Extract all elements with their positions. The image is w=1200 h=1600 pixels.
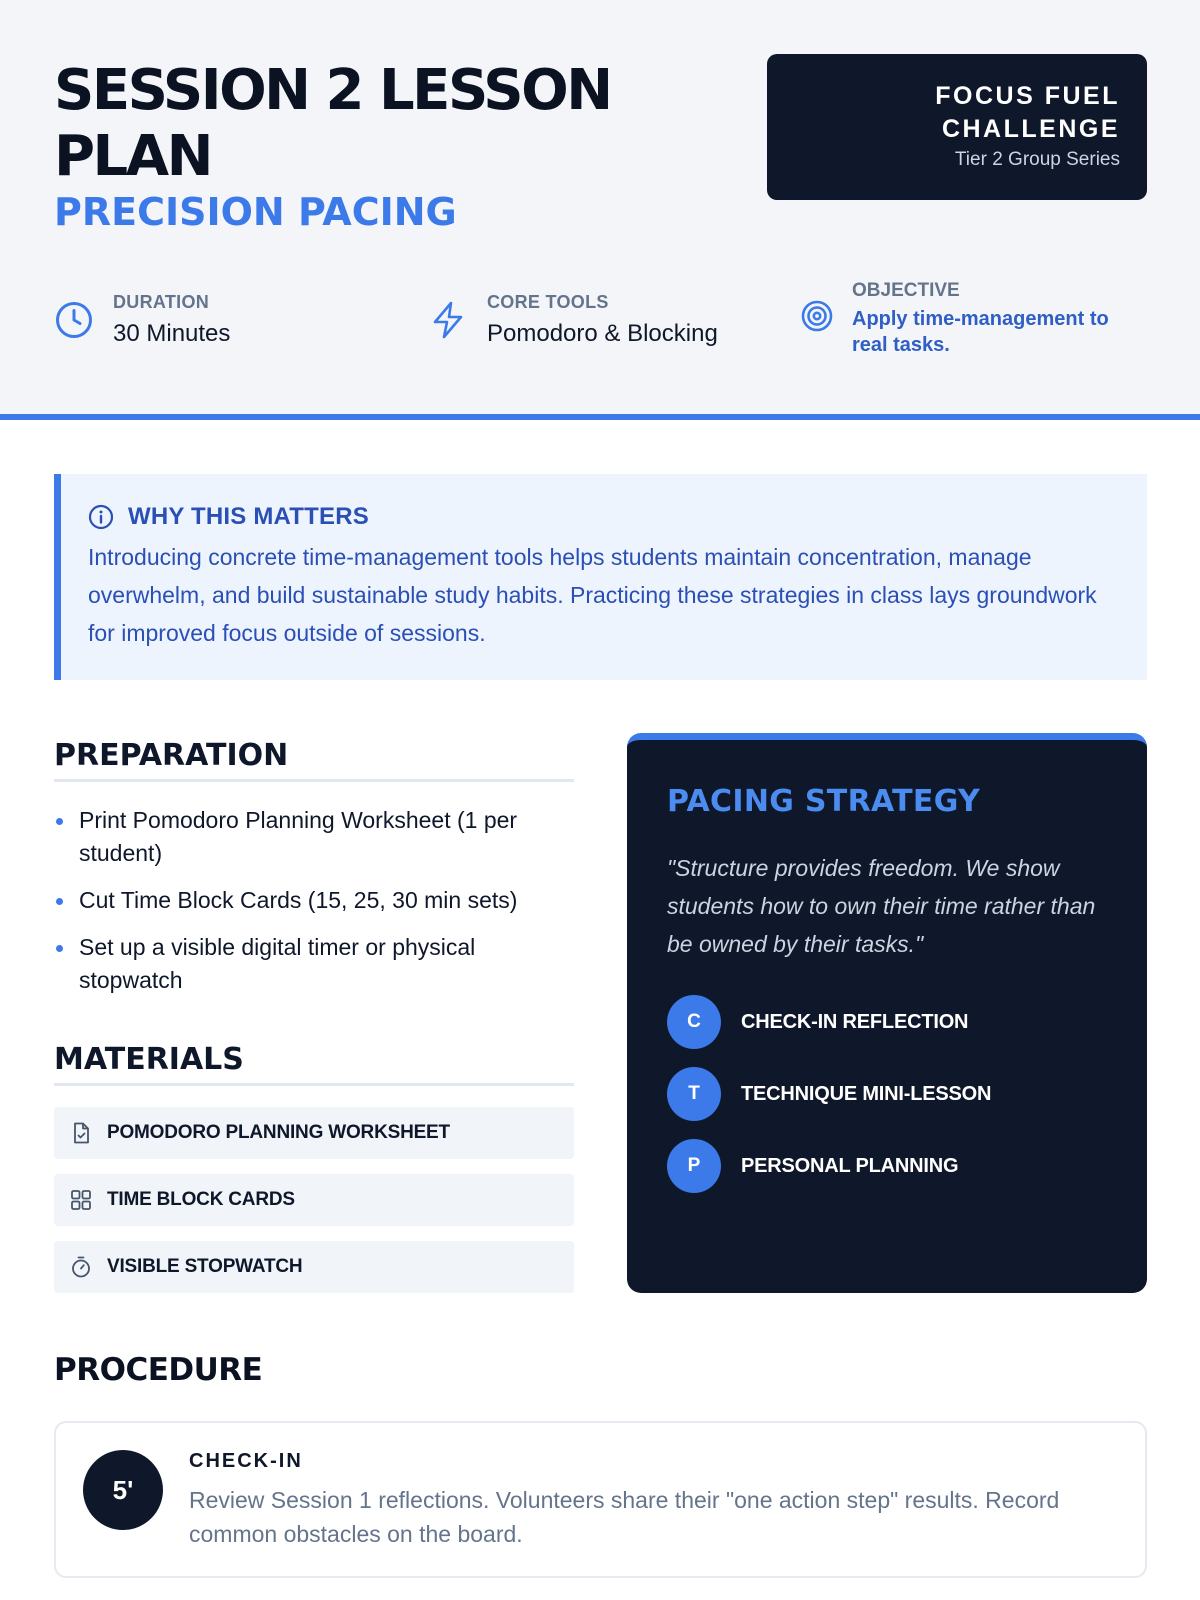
duration-value: 30 Minutes (113, 320, 231, 347)
preparation-list (54, 804, 574, 1011)
stopwatch-icon (69, 1255, 93, 1279)
materials-heading: MATERIALS (54, 1042, 574, 1086)
pacing-strategy-card (627, 733, 1147, 1293)
grid-icon (69, 1188, 93, 1212)
strategy-steps (667, 995, 1107, 1193)
duration-label: DURATION (113, 292, 210, 312)
step-badge: T (667, 1067, 721, 1121)
procedure-time-badge: 5' (83, 1450, 163, 1530)
lightning-icon (428, 300, 468, 340)
strategy-quote: "Structure provides freedom. We show students how to own their time rather than be owned by their tasks." (667, 855, 1096, 957)
target-icon (800, 299, 834, 333)
document-check-icon (69, 1121, 93, 1145)
page-subtitle: PRECISION PACING (54, 190, 457, 234)
material-item (54, 1241, 574, 1293)
page-title: SESSION 2 LESSON PLAN (54, 58, 611, 189)
material-label: POMODORO PLANNING WORKSHEET (107, 1122, 450, 1143)
why-body: Introducing concrete time-management tools helps students maintain concentration, manage overwhelm, and build sustainable study habits. Practicing these strategies in class lays groundwork for improved focus outside of sessions. (88, 544, 1097, 646)
program-title: FOCUS FUEL CHALLENGE (935, 82, 1120, 143)
why-header (88, 502, 1117, 532)
list-item: Set up a visible digital timer or physical stopwatch (54, 931, 574, 997)
step-label: PERSONAL PLANNING (741, 1154, 959, 1177)
clock-icon (54, 300, 94, 340)
program-badge (767, 54, 1147, 200)
step-badge: P (667, 1139, 721, 1193)
list-item: Print Pomodoro Planning Worksheet (1 per student) (54, 804, 574, 870)
strategy-step (667, 1067, 1107, 1121)
material-item (54, 1174, 574, 1226)
procedure-step-text: Review Session 1 reflections. Volunteers share their "one action step" results. Record common obstacles on the board. (189, 1487, 1060, 1547)
core-tools-value: Pomodoro & Blocking (487, 320, 718, 347)
step-label: TECHNIQUE MINI-LESSON (741, 1082, 992, 1105)
strategy-step (667, 1139, 1107, 1193)
procedure-heading: PROCEDURE (54, 1352, 263, 1388)
step-label: CHECK-IN REFLECTION (741, 1010, 969, 1033)
strategy-step (667, 995, 1107, 1049)
info-icon (88, 504, 114, 530)
meta-objective (800, 280, 1150, 362)
header (0, 0, 1200, 420)
why-title: WHY THIS MATTERS (128, 503, 369, 530)
list-item: Cut Time Block Cards (15, 25, 30 min sets) (54, 884, 574, 917)
material-item (54, 1107, 574, 1159)
objective-label: OBJECTIVE (852, 280, 960, 301)
material-label: TIME BLOCK CARDS (107, 1189, 295, 1210)
meta-duration (54, 282, 354, 362)
meta-core-tools (428, 282, 758, 362)
procedure-step-card (54, 1421, 1147, 1578)
why-this-matters-callout (54, 474, 1147, 680)
procedure-step-title: CHECK-IN (189, 1450, 303, 1472)
material-label: VISIBLE STOPWATCH (107, 1256, 303, 1277)
objective-value: Apply time-management to real tasks. (852, 308, 1109, 356)
program-series: Tier 2 Group Series (954, 149, 1120, 170)
step-badge: C (667, 995, 721, 1049)
strategy-title: PACING STRATEGY (667, 784, 981, 819)
core-tools-label: CORE TOOLS (487, 292, 609, 312)
preparation-heading: PREPARATION (54, 738, 574, 782)
